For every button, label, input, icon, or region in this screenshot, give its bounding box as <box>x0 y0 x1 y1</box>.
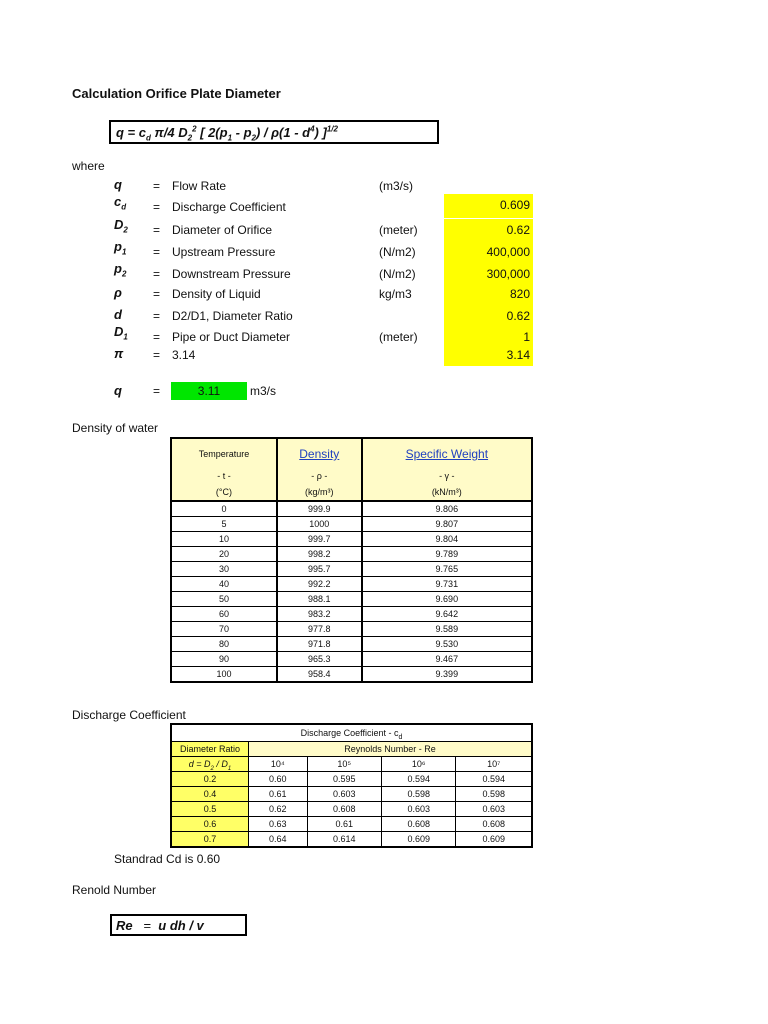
table-cell: 0.608 <box>382 817 456 832</box>
table-cell: 9.642 <box>362 607 532 622</box>
table-cell: 0.603 <box>382 802 456 817</box>
table-cell: 988.1 <box>277 592 362 607</box>
specific-weight-link[interactable]: Specific Weight <box>405 447 489 461</box>
variable-value-cell[interactable]: 300,000 <box>444 263 533 285</box>
t-symbol: - t - <box>171 469 277 483</box>
table-row <box>171 577 532 592</box>
variable-symbol: $p_2$ <box>114 261 127 279</box>
variable-row <box>0 239 768 263</box>
variable-value-cell[interactable]: 0.609 <box>444 194 533 218</box>
table-row <box>171 637 532 652</box>
variable-row <box>0 346 768 366</box>
reynolds-header: Reynolds Number - Re <box>249 742 533 757</box>
variable-description: D2/D1, Diameter Ratio <box>172 309 293 323</box>
variable-row <box>0 194 768 218</box>
table-cell: 0.603 <box>307 787 381 802</box>
table-cell: 9.530 <box>362 637 532 652</box>
diameter-ratio-cell: 0.6 <box>171 817 249 832</box>
equals-sign: = <box>153 348 161 362</box>
table-cell: 0.608 <box>307 802 381 817</box>
table-cell: 9.804 <box>362 532 532 547</box>
table-cell: 999.9 <box>277 501 362 517</box>
variable-row <box>0 217 768 241</box>
equals-sign: = <box>153 223 161 237</box>
variable-unit: (N/m2) <box>379 245 416 259</box>
table-cell: 9.467 <box>362 652 532 667</box>
variable-description: Discharge Coefficient <box>172 200 286 214</box>
table-cell: 9.399 <box>362 667 532 683</box>
rho-symbol: - ρ - <box>277 469 362 483</box>
table-row <box>171 787 532 802</box>
discharge-section-label: Discharge Coefficient <box>72 708 186 722</box>
variable-unit: (meter) <box>379 330 418 344</box>
table-cell: 0.598 <box>456 787 532 802</box>
reynolds-column-header: 10⁴ <box>249 757 308 772</box>
table-row <box>171 517 532 532</box>
variable-description: Diameter of Orifice <box>172 223 273 237</box>
table-cell: 0.64 <box>249 832 308 848</box>
table-cell: 80 <box>171 637 277 652</box>
equals-sign: = <box>153 200 161 214</box>
table-row <box>171 532 532 547</box>
table-cell: 0.595 <box>307 772 381 787</box>
table-cell: 0.603 <box>456 802 532 817</box>
temperature-header: Temperature <box>171 438 277 469</box>
variable-symbol: $p_1$ <box>114 239 127 257</box>
variable-value-cell[interactable]: 3.14 <box>444 344 533 366</box>
table-cell: 90 <box>171 652 277 667</box>
table-cell: 30 <box>171 562 277 577</box>
table-cell: 0.61 <box>307 817 381 832</box>
discharge-table <box>170 723 533 848</box>
t-unit: (°C) <box>171 483 277 501</box>
variable-symbol: d <box>114 307 122 322</box>
table-cell: 983.2 <box>277 607 362 622</box>
table-row <box>171 622 532 637</box>
variable-symbol: $D_2$ <box>114 217 128 235</box>
result-unit: m3/s <box>250 384 277 398</box>
table-cell: 9.690 <box>362 592 532 607</box>
table-cell: 0.608 <box>456 817 532 832</box>
table-row <box>171 802 532 817</box>
diameter-ratio-cell: 0.4 <box>171 787 249 802</box>
table-cell: 70 <box>171 622 277 637</box>
table-cell: 998.2 <box>277 547 362 562</box>
table-row <box>171 667 532 683</box>
table-cell: 0.62 <box>249 802 308 817</box>
density-link[interactable]: Density <box>299 447 340 461</box>
variable-value-cell[interactable]: 1 <box>444 326 533 348</box>
orifice-formula: $q = c_d$ π/4 $D_2^2$ [ $2(p_1 - p_2) / \rho(1 - d^4)$ ]$^{1/2}$ <box>109 120 439 144</box>
table-cell: 5 <box>171 517 277 532</box>
variable-row <box>0 261 768 285</box>
variable-value-cell[interactable]: 0.62 <box>444 219 533 241</box>
equals-sign: = <box>153 330 161 344</box>
where-label: where <box>72 159 105 173</box>
table-cell: 10 <box>171 532 277 547</box>
table-cell: 995.7 <box>277 562 362 577</box>
density-table <box>170 437 533 683</box>
variable-description: Pipe or Duct Diameter <box>172 330 291 344</box>
discharge-table-title-sub: d <box>398 733 403 741</box>
table-row <box>171 817 532 832</box>
variable-description: 3.14 <box>172 348 196 362</box>
table-cell: 9.806 <box>362 501 532 517</box>
table-cell: 9.589 <box>362 622 532 637</box>
table-cell: 0.60 <box>249 772 308 787</box>
diameter-ratio-cell: 0.5 <box>171 802 249 817</box>
table-cell: 9.731 <box>362 577 532 592</box>
table-cell: 9.789 <box>362 547 532 562</box>
table-row <box>171 652 532 667</box>
table-cell: 0.609 <box>456 832 532 848</box>
variable-unit: (N/m2) <box>379 267 416 281</box>
variable-value-cell[interactable]: 820 <box>444 283 533 305</box>
table-cell: 0.61 <box>249 787 308 802</box>
equals-sign: = <box>153 309 161 323</box>
rho-unit: (kg/m³) <box>277 483 362 501</box>
table-cell: 971.8 <box>277 637 362 652</box>
table-row <box>171 772 532 787</box>
variable-description: Density of Liquid <box>172 287 261 301</box>
table-cell: 40 <box>171 577 277 592</box>
table-row <box>171 607 532 622</box>
equals-sign: = <box>153 287 161 301</box>
renold-section-label: Renold Number <box>72 883 157 897</box>
variable-symbol: q <box>114 177 122 192</box>
gamma-unit: (kN/m³) <box>362 483 532 501</box>
variable-value-cell[interactable]: 0.62 <box>444 305 533 327</box>
table-cell: 0.609 <box>382 832 456 848</box>
density-section-label: Density of water <box>72 421 159 435</box>
variable-symbol: $c_d$ <box>114 194 127 212</box>
reynolds-column-header: 10⁵ <box>307 757 381 772</box>
table-cell: 60 <box>171 607 277 622</box>
table-cell: 1000 <box>277 517 362 532</box>
reynolds-column-header: 10⁶ <box>382 757 456 772</box>
table-cell: 992.2 <box>277 577 362 592</box>
equals-sign: = <box>153 267 161 281</box>
diameter-ratio-cell: 0.7 <box>171 832 249 848</box>
table-row <box>171 501 532 517</box>
table-cell: 977.8 <box>277 622 362 637</box>
gamma-symbol: - γ - <box>362 469 532 483</box>
table-cell: 9.807 <box>362 517 532 532</box>
table-cell: 0 <box>171 501 277 517</box>
table-cell: 0.614 <box>307 832 381 848</box>
equals-sign: = <box>153 179 161 193</box>
table-cell: 0.63 <box>249 817 308 832</box>
variable-symbol: ρ <box>114 285 122 300</box>
variable-description: Downstream Pressure <box>172 267 291 281</box>
variable-description: Upstream Pressure <box>172 245 276 259</box>
equals-sign: = <box>153 245 161 259</box>
table-row <box>171 562 532 577</box>
table-row <box>171 547 532 562</box>
diameter-ratio-cell: 0.2 <box>171 772 249 787</box>
reynolds-formula: Re = u dh / v <box>110 914 247 936</box>
table-cell: 0.594 <box>456 772 532 787</box>
discharge-table-title: Discharge Coefficient - c <box>300 728 399 738</box>
variable-unit: kg/m3 <box>379 287 412 301</box>
variable-row <box>0 324 768 348</box>
table-cell: 100 <box>171 667 277 683</box>
table-cell: 999.7 <box>277 532 362 547</box>
variable-value-cell[interactable]: 400,000 <box>444 241 533 263</box>
table-cell: 0.598 <box>382 787 456 802</box>
result-equals: = <box>153 384 161 398</box>
table-cell: 965.3 <box>277 652 362 667</box>
table-row <box>171 592 532 607</box>
diameter-ratio-header: Diameter Ratio <box>171 742 249 757</box>
variable-description: Flow Rate <box>172 179 227 193</box>
d-ratio-formula: $d = D_2 / D_1$ <box>171 757 249 772</box>
variable-row <box>0 285 768 305</box>
variable-symbol: π <box>114 346 124 361</box>
table-row <box>171 832 532 848</box>
table-cell: 9.765 <box>362 562 532 577</box>
variable-unit: (meter) <box>379 223 418 237</box>
result-value-cell[interactable]: 3.11 <box>171 382 247 400</box>
page-title: Calculation Orifice Plate Diameter <box>72 86 281 101</box>
table-cell: 0.594 <box>382 772 456 787</box>
variable-unit: (m3/s) <box>379 179 413 193</box>
reynolds-column-header: 10⁷ <box>456 757 532 772</box>
table-cell: 958.4 <box>277 667 362 683</box>
table-cell: 20 <box>171 547 277 562</box>
standard-cd-note: Standrad Cd is 0.60 <box>114 852 221 866</box>
variable-symbol: $D_1$ <box>114 324 128 342</box>
result-symbol: q <box>114 383 122 398</box>
table-cell: 50 <box>171 592 277 607</box>
